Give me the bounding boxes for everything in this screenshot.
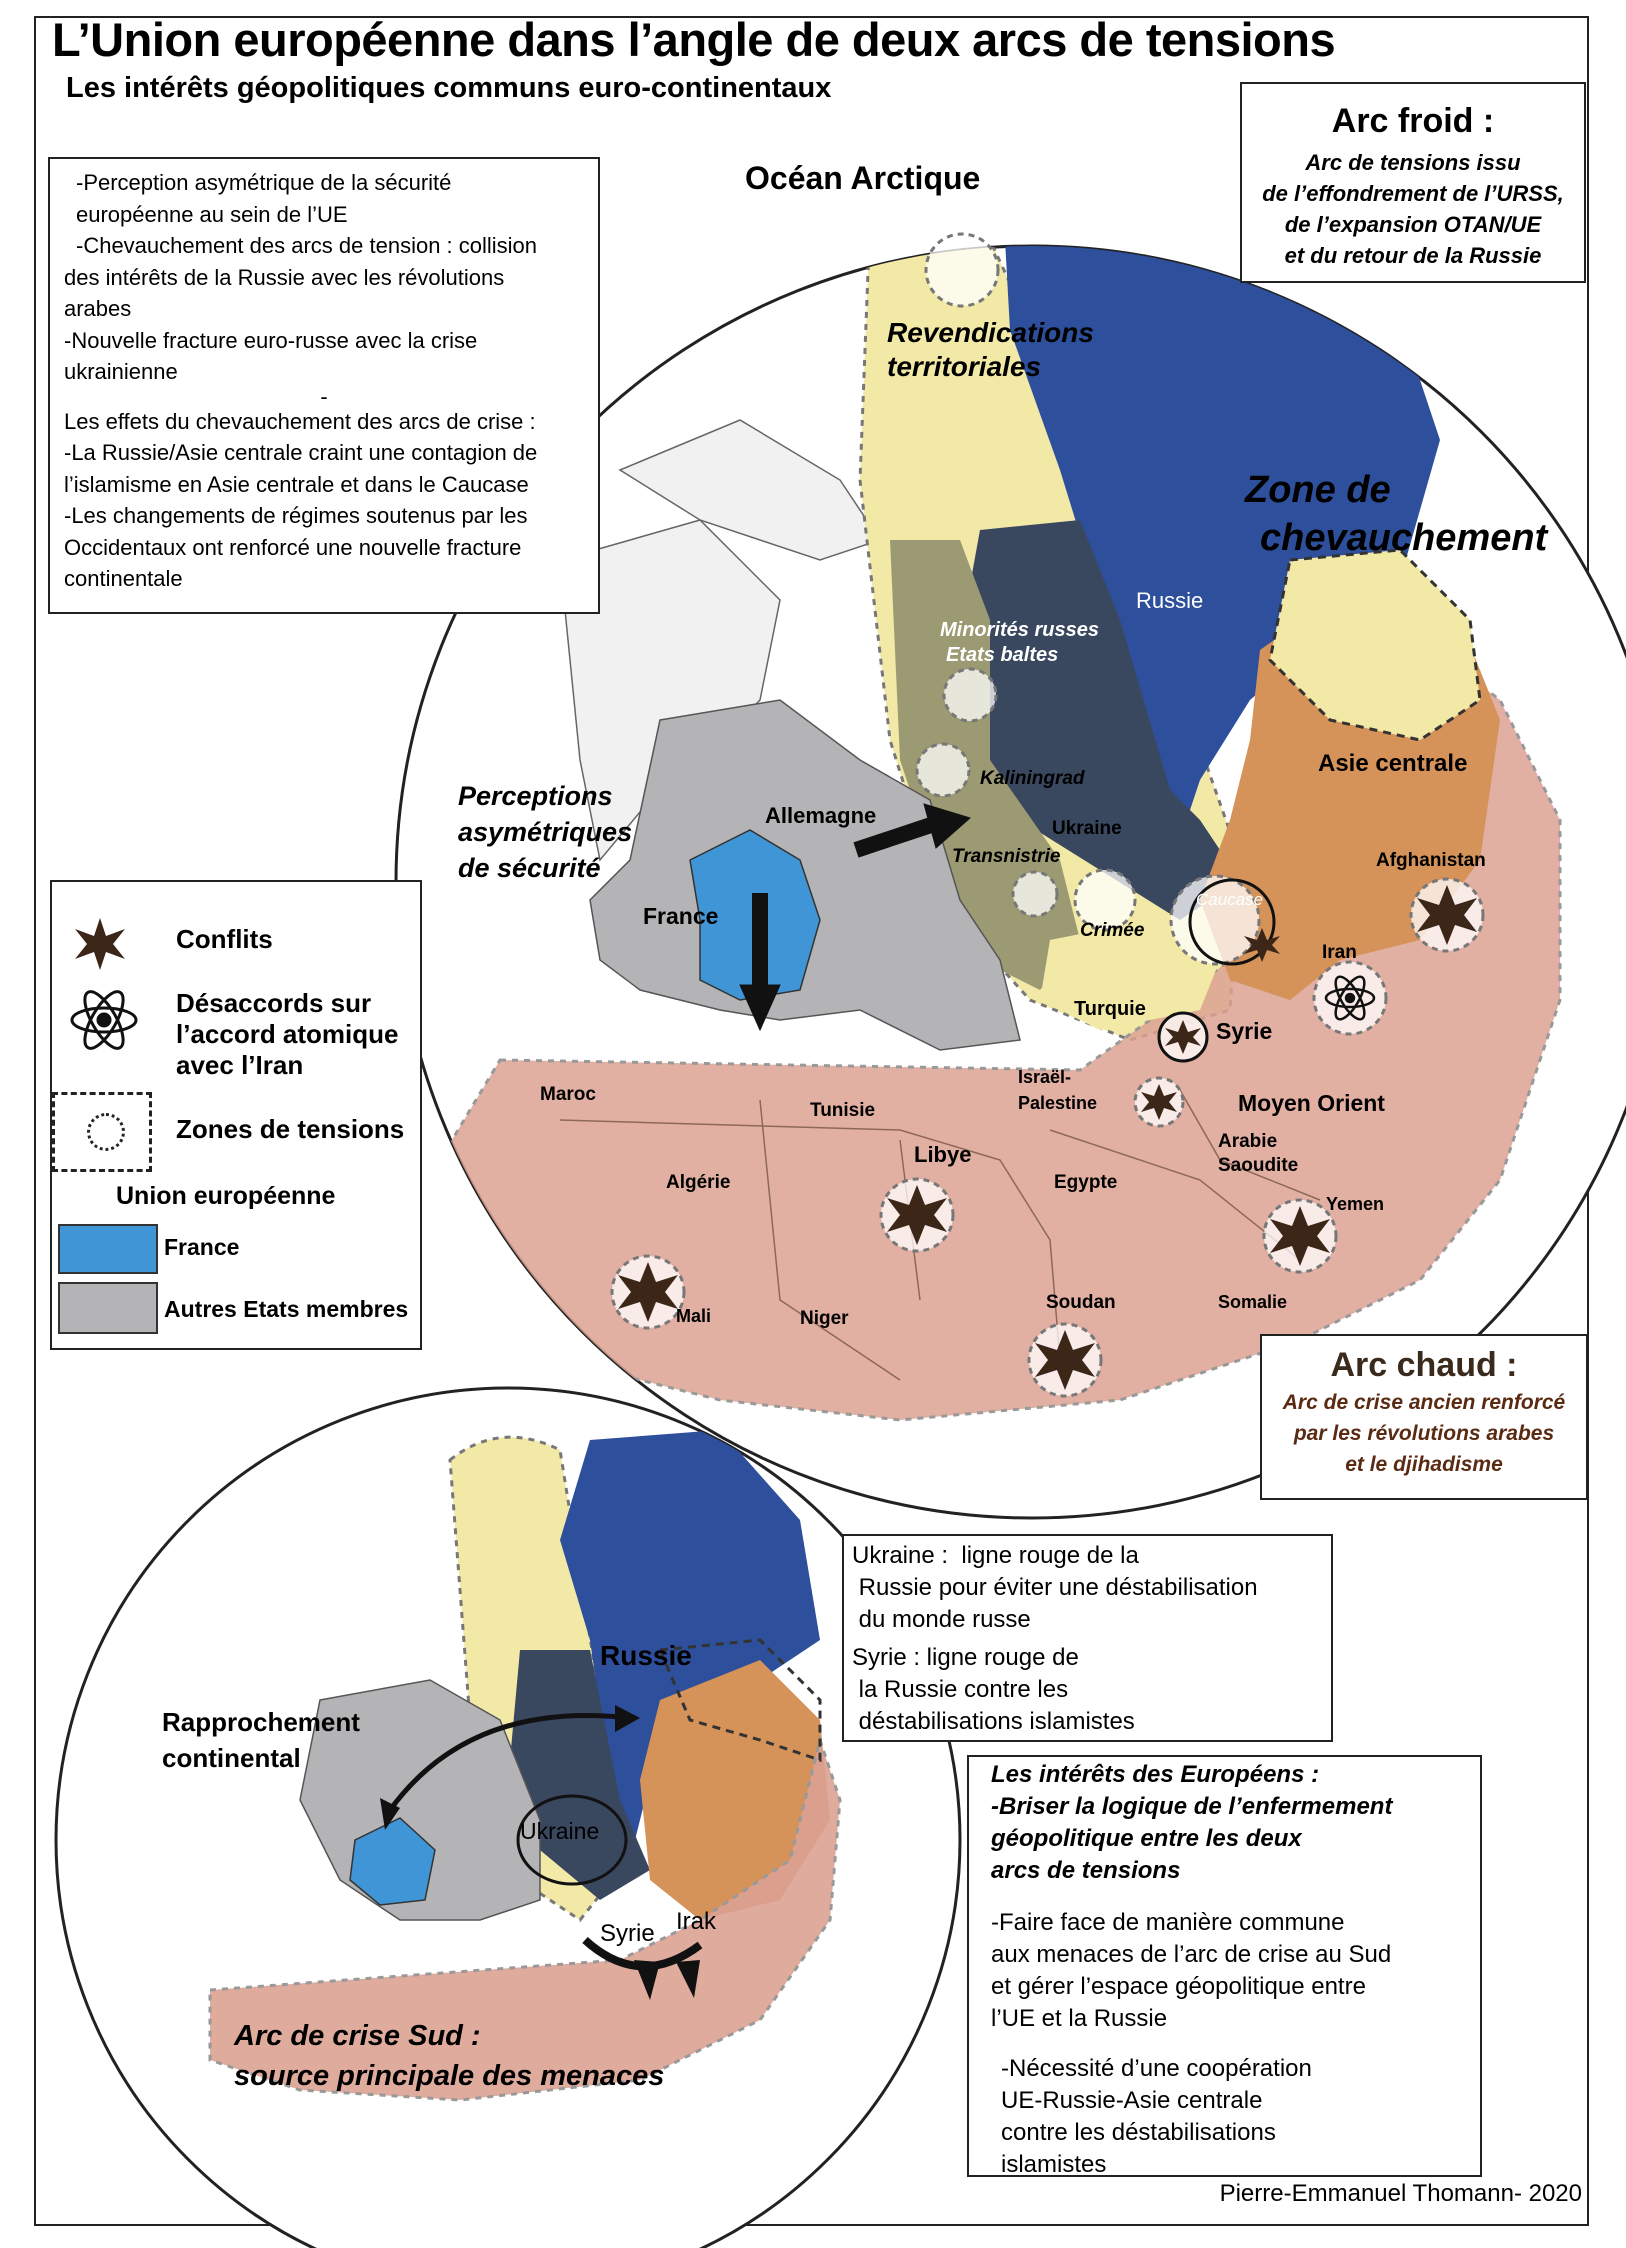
intro-box [48, 157, 600, 614]
arc-froid-title: Arc froid : [1331, 102, 1495, 140]
legend-desaccords [176, 988, 399, 1081]
legend-conflits: Conflits [176, 924, 273, 954]
legend-desaccords-line: avec l’Iran [176, 1050, 304, 1080]
intro-line: Les effets du chevauchement des arcs de crise : [64, 408, 536, 434]
interets-p1-line: l’UE et la Russie [991, 2005, 1168, 2032]
small-label-arc-sud-line: source principale des menaces [234, 2060, 665, 2092]
label-minorites-line: Minorités russes [940, 619, 1099, 641]
intro-line: des intérêts de la Russie avec les révolutions [64, 264, 505, 290]
intro-line: -Chevauchement des arcs de tension : collision [76, 233, 538, 258]
label-niger: Niger [800, 1308, 849, 1329]
label-russie: Russie [1136, 588, 1204, 613]
ukraine-box-line: Syrie : ligne rouge de [852, 1644, 1079, 1671]
arc-froid-line: Arc de tensions issu [1305, 150, 1521, 175]
label-perceptions-line: de sécurité [458, 853, 601, 883]
intro-line: -Perception asymétrique de la sécurité [76, 170, 452, 195]
interets-p1-line: aux menaces de l’arc de crise au Sud [991, 1941, 1392, 1968]
ukraine-box-line: Ukraine : ligne rouge de la [852, 1542, 1139, 1569]
interets-p1-line: -Faire face de manière commune [991, 1909, 1345, 1936]
small-label-irak: Irak [676, 1908, 717, 1935]
arc-froid-line: de l’expansion OTAN/UE [1284, 212, 1542, 237]
ukraine-box-line: déstabilisations islamistes [852, 1708, 1135, 1735]
small-label-ukraine: Ukraine [520, 1818, 600, 1844]
autres-swatch [58, 1282, 158, 1334]
small-label-arc-sud-line: Arc de crise Sud : [234, 2020, 481, 2052]
intro-line: -Nouvelle fracture euro-russe avec la crise [64, 327, 478, 353]
label-egypte: Egypte [1054, 1172, 1118, 1193]
label-transnistrie: Transnistrie [952, 846, 1061, 867]
label-minorites [940, 618, 1099, 668]
label-zone-chevauchement [1245, 466, 1547, 562]
label-maroc: Maroc [540, 1084, 596, 1105]
label-allemagne: Allemagne [765, 803, 877, 828]
label-revendications [887, 316, 1094, 384]
label-arabie-line: Arabie [1218, 1131, 1278, 1152]
interets-p1-line: et gérer l’espace géopolitique entre [991, 1973, 1366, 2000]
tension-zone-circle-icon [87, 1113, 125, 1151]
ukraine-box-line: Russie pour éviter une déstabilisation [852, 1574, 1258, 1601]
small-label-rapprochement [162, 1704, 360, 1776]
label-afghanistan: Afghanistan [1376, 850, 1486, 871]
label-minorites-line: Etats baltes [946, 644, 1059, 666]
label-perceptions-line: asymétriques [458, 817, 633, 847]
label-tunisie: Tunisie [810, 1100, 876, 1121]
page-title: L’Union européenne dans l’angle de deux arcs de tensions [52, 13, 1336, 66]
legend-ue-heading: Union européenne [116, 1182, 336, 1210]
interets-p2-line: UE-Russie-Asie centrale [1001, 2087, 1263, 2114]
label-perceptions [458, 778, 632, 886]
label-yemen: Yemen [1326, 1194, 1385, 1214]
label-libye: Libye [914, 1142, 972, 1167]
france-swatch [58, 1224, 158, 1274]
ukraine-syria-box [842, 1534, 1333, 1742]
arc-froid-line: de l’effondrement de l’URSS, [1262, 181, 1564, 206]
label-israel-line: Palestine [1018, 1093, 1098, 1113]
interets-head-line: Les intérêts des Européens : [991, 1761, 1320, 1788]
arc-chaud-line: par les révolutions arabes [1293, 1422, 1555, 1445]
label-france: France [643, 903, 719, 929]
label-ukraine: Ukraine [1052, 818, 1122, 839]
label-israel-line: Israël- [1018, 1067, 1072, 1087]
small-label-rapprochement-line: continental [162, 1743, 301, 1773]
arc-froid-box [1240, 82, 1586, 283]
label-israel [1018, 1064, 1097, 1116]
intro-line: européenne au sein de l’UE [76, 201, 348, 227]
label-revendications-line: territoriales [887, 351, 1042, 382]
intro-line: Occidentaux ont renforcé une nouvelle fracture [64, 534, 522, 560]
legend-desaccords-line: Désaccords sur [176, 988, 372, 1018]
label-algerie: Algérie [666, 1172, 731, 1193]
intro-line: - [320, 383, 328, 409]
intro-line: continentale [64, 566, 183, 591]
intro-line: arabes [64, 296, 132, 321]
atom-icon [66, 982, 142, 1058]
intro-line: l’islamisme en Asie centrale et dans le Caucase [64, 471, 529, 497]
label-revendications-line: Revendications [887, 317, 1094, 348]
arc-chaud-title: Arc chaud : [1330, 1346, 1518, 1384]
label-soudan: Soudan [1046, 1292, 1116, 1313]
label-syrie: Syrie [1216, 1018, 1273, 1044]
small-label-syrie: Syrie [600, 1920, 655, 1947]
ukraine-box-line: la Russie contre les [852, 1676, 1069, 1703]
interets-p2-line: -Nécessité d’une coopération [1001, 2055, 1312, 2082]
label-zone-line: chevauchement [1260, 517, 1548, 559]
small-label-arc-sud [234, 2016, 664, 2096]
small-globe [56, 1388, 960, 2248]
arc-froid-line: et du retour de la Russie [1284, 243, 1542, 268]
legend [50, 880, 422, 1350]
interets-p2-line: contre les déstabilisations [1001, 2119, 1276, 2146]
legend-autres: Autres Etats membres [164, 1296, 409, 1322]
intro-line: -Les changements de régimes soutenus par les [64, 503, 528, 528]
conflict-star-icon [70, 914, 130, 974]
label-zone-line: Zone de [1245, 469, 1391, 511]
credit: Pierre-Emmanuel Thomann- 2020 [1219, 2180, 1582, 2207]
interets-head-line: arcs de tensions [991, 1857, 1181, 1884]
label-crimee: Crimée [1080, 920, 1145, 941]
label-caucase: Caucase [1196, 890, 1264, 909]
small-label-rapprochement-line: Rapprochement [162, 1707, 360, 1737]
label-iran: Iran [1322, 942, 1357, 963]
label-perceptions-line: Perceptions [458, 781, 613, 811]
page-subtitle: Les intérêts géopolitiques communs euro-continentaux [66, 72, 832, 104]
legend-france: France [164, 1234, 240, 1260]
label-arabie-line: Saoudite [1218, 1155, 1299, 1176]
tension-zone-swatch [52, 1092, 152, 1172]
label-mali: Mali [676, 1306, 712, 1326]
label-asie-centrale: Asie centrale [1318, 750, 1468, 777]
label-arabie [1218, 1130, 1298, 1178]
legend-zones: Zones de tensions [176, 1114, 405, 1144]
arc-chaud-line: Arc de crise ancien renforcé [1282, 1391, 1566, 1414]
arc-chaud-line: et le djihadisme [1345, 1453, 1503, 1476]
small-label-russie: Russie [600, 1640, 692, 1671]
label-kaliningrad: Kaliningrad [980, 768, 1085, 789]
interets-box [967, 1755, 1482, 2177]
legend-desaccords-line: l’accord atomique [176, 1019, 399, 1049]
interets-head-line: -Briser la logique de l’enfermement [991, 1793, 1393, 1820]
label-somalie: Somalie [1218, 1292, 1288, 1312]
ukraine-box-line: du monde russe [852, 1606, 1031, 1633]
arc-chaud-box [1260, 1334, 1588, 1500]
label-ocean: Océan Arctique [745, 160, 981, 196]
interets-head-line: géopolitique entre les deux [991, 1825, 1302, 1852]
label-turquie: Turquie [1074, 998, 1146, 1020]
label-moyen-orient: Moyen Orient [1238, 1090, 1385, 1116]
intro-line: ukrainienne [64, 359, 178, 384]
interets-p2-line: islamistes [1001, 2151, 1107, 2178]
intro-line: -La Russie/Asie centrale craint une contagion de [64, 440, 538, 465]
